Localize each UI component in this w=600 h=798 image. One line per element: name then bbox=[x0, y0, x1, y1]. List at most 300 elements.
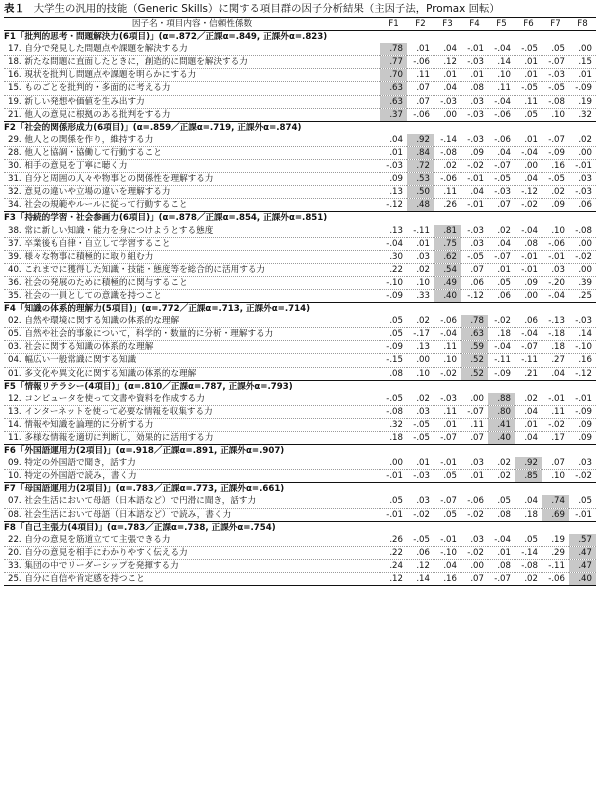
table-row bbox=[4, 315, 596, 328]
loading-cell-f4: -.03 bbox=[461, 56, 488, 69]
table-row bbox=[4, 393, 596, 406]
item-label: 36. 社会の発展のために積極的に関与すること bbox=[4, 276, 380, 289]
loading-cell-f8: -.01 bbox=[569, 160, 596, 173]
loading-cell-f2: .33 bbox=[407, 289, 434, 302]
item-label: 40. これまでに獲得した知識・技能・態度等を総合的に活用する力 bbox=[4, 263, 380, 276]
loading-cell-f7: .69 bbox=[542, 508, 569, 521]
loading-cell-f7: -.08 bbox=[542, 95, 569, 108]
loading-cell-f8: .00 bbox=[569, 263, 596, 276]
loading-cell-f7: .10 bbox=[542, 225, 569, 238]
loading-cell-f4: -.02 bbox=[461, 508, 488, 521]
loading-cell-f5: -.06 bbox=[488, 108, 515, 121]
loading-cell-f1: .63 bbox=[380, 95, 407, 108]
loading-cell-f2: .92 bbox=[407, 134, 434, 147]
loading-cell-f7: .17 bbox=[542, 432, 569, 445]
loading-cell-f8: -.01 bbox=[569, 508, 596, 521]
loading-cell-f5: -.07 bbox=[488, 160, 515, 173]
loading-cell-f3: .00 bbox=[434, 108, 461, 121]
loading-cell-f4: -.03 bbox=[461, 225, 488, 238]
loading-cell-f6: -.05 bbox=[515, 82, 542, 95]
factor-heading-row bbox=[4, 31, 596, 44]
loading-cell-f7: .10 bbox=[542, 108, 569, 121]
loading-cell-f8: .00 bbox=[569, 237, 596, 250]
loading-cell-f2: .48 bbox=[407, 199, 434, 212]
loading-cell-f6: .05 bbox=[515, 108, 542, 121]
loading-cell-f7: .29 bbox=[542, 546, 569, 559]
loading-cell-f1: .32 bbox=[380, 418, 407, 431]
loading-cell-f6: .92 bbox=[515, 457, 542, 470]
table-row bbox=[4, 69, 596, 82]
loading-cell-f3: -.08 bbox=[434, 146, 461, 159]
factor-heading: F3「持続的学習・社会参画力(6項目)」(α=.878／正課α=.854, 正課外α=.851) bbox=[4, 213, 328, 224]
item-label: 10. 特定の外国語で読み，書く力 bbox=[4, 470, 380, 483]
loading-cell-f4: -.03 bbox=[461, 134, 488, 147]
table-row bbox=[4, 173, 596, 186]
loading-cell-f6: .85 bbox=[515, 470, 542, 483]
factor-heading-row bbox=[4, 483, 596, 496]
loading-cell-f7: -.05 bbox=[542, 173, 569, 186]
loading-cell-f8: -.01 bbox=[569, 393, 596, 406]
item-label: 13. インターネットを使って必要な情報を収集する力 bbox=[4, 405, 380, 418]
loading-cell-f3: .16 bbox=[434, 573, 461, 586]
table-number: 表１ bbox=[4, 3, 25, 15]
loading-cell-f3: -.07 bbox=[434, 495, 461, 508]
loading-cell-f8: -.03 bbox=[569, 315, 596, 328]
loading-cell-f3: -.07 bbox=[434, 432, 461, 445]
loading-cell-f6: -.01 bbox=[515, 263, 542, 276]
header-f1: F1 bbox=[380, 18, 407, 31]
item-label: 22. 自分の意見を筋道立てて主張できる力 bbox=[4, 534, 380, 547]
loading-cell-f4: .00 bbox=[461, 393, 488, 406]
loading-cell-f6: .04 bbox=[515, 495, 542, 508]
loading-cell-f6: .08 bbox=[515, 237, 542, 250]
loading-cell-f1: .63 bbox=[380, 82, 407, 95]
loading-cell-f5: .10 bbox=[488, 69, 515, 82]
loading-cell-f6: -.12 bbox=[515, 186, 542, 199]
loading-cell-f5: -.09 bbox=[488, 367, 515, 380]
factor-heading: F5「情報リテラシー(4項目)」(α=.810／正課α=.787, 正課外α=.793) bbox=[4, 381, 293, 392]
loading-cell-f5: -.02 bbox=[488, 315, 515, 328]
table-row bbox=[4, 56, 596, 69]
table-row bbox=[4, 546, 596, 559]
table-row bbox=[4, 495, 596, 508]
loading-cell-f3: .05 bbox=[434, 470, 461, 483]
factor-heading-row bbox=[4, 521, 596, 534]
item-label: 35. 社会の一員としての意識を持つこと bbox=[4, 289, 380, 302]
loading-cell-f4: .01 bbox=[461, 69, 488, 82]
loading-cell-f8: -.12 bbox=[569, 367, 596, 380]
loading-cell-f7: -.04 bbox=[542, 289, 569, 302]
table-row bbox=[4, 199, 596, 212]
loading-cell-f2: .02 bbox=[407, 315, 434, 328]
loading-cell-f2: -.06 bbox=[407, 56, 434, 69]
item-label: 38. 常に新しい知識・能力を身につけようとする態度 bbox=[4, 225, 380, 238]
loading-cell-f4: -.01 bbox=[461, 173, 488, 186]
loading-cell-f7: .18 bbox=[542, 341, 569, 354]
loading-cell-f3: -.03 bbox=[434, 95, 461, 108]
header-f6: F6 bbox=[515, 18, 542, 31]
factor-heading: F6「外国語運用力(2項目)」(α=.918／正課α=.891, 正課外α=.907) bbox=[4, 446, 285, 457]
loading-cell-f7: .02 bbox=[542, 186, 569, 199]
loading-cell-f4: .07 bbox=[461, 432, 488, 445]
loading-cell-f2: -.02 bbox=[407, 508, 434, 521]
loading-cell-f3: .01 bbox=[434, 418, 461, 431]
header-f2: F2 bbox=[407, 18, 434, 31]
loading-cell-f5: .01 bbox=[488, 263, 515, 276]
loading-cell-f4: .52 bbox=[461, 367, 488, 380]
table-row bbox=[4, 328, 596, 341]
loading-cell-f7: .27 bbox=[542, 354, 569, 367]
header-f8: F8 bbox=[569, 18, 596, 31]
table-row bbox=[4, 354, 596, 367]
loading-cell-f3: -.14 bbox=[434, 134, 461, 147]
loading-cell-f5: .04 bbox=[488, 146, 515, 159]
page bbox=[4, 0, 596, 586]
table-row bbox=[4, 108, 596, 121]
loading-cell-f6: .00 bbox=[515, 160, 542, 173]
loading-cell-f6: .02 bbox=[515, 393, 542, 406]
loading-cell-f4: .00 bbox=[461, 559, 488, 572]
item-label: 11. 多様な情報を適切に判断し，効果的に活用する力 bbox=[4, 432, 380, 445]
loading-cell-f4: .01 bbox=[461, 470, 488, 483]
loading-cell-f6: -.08 bbox=[515, 559, 542, 572]
loading-cell-f1: .18 bbox=[380, 432, 407, 445]
item-label: 34. 社会の規範やルールに従って行動すること bbox=[4, 199, 380, 212]
table-title: 大学生の汎用的技能（Generic Skills）に関する項目群の因子分析結果（主因子法，Promax 回転） bbox=[33, 3, 500, 15]
loading-cell-f3: -.06 bbox=[434, 315, 461, 328]
loading-cell-f3: -.01 bbox=[434, 534, 461, 547]
table-row bbox=[4, 95, 596, 108]
loading-cell-f5: .41 bbox=[488, 418, 515, 431]
loading-cell-f5: .02 bbox=[488, 225, 515, 238]
loading-cell-f5: -.04 bbox=[488, 95, 515, 108]
loading-cell-f1: -.04 bbox=[380, 237, 407, 250]
loading-cell-f2: .14 bbox=[407, 573, 434, 586]
table-row bbox=[4, 341, 596, 354]
loading-cell-f3: .04 bbox=[434, 43, 461, 56]
loading-cell-f3: .54 bbox=[434, 263, 461, 276]
loading-cell-f7: -.06 bbox=[542, 573, 569, 586]
loading-cell-f3: .81 bbox=[434, 225, 461, 238]
loading-cell-f4: .03 bbox=[461, 237, 488, 250]
loading-cell-f4: -.02 bbox=[461, 160, 488, 173]
loading-cell-f5: .08 bbox=[488, 508, 515, 521]
loading-cell-f8: .02 bbox=[569, 134, 596, 147]
loading-cell-f7: -.03 bbox=[542, 69, 569, 82]
loading-cell-f1: .00 bbox=[380, 457, 407, 470]
header-f5: F5 bbox=[488, 18, 515, 31]
loading-cell-f4: .07 bbox=[461, 263, 488, 276]
loading-cell-f7: .07 bbox=[542, 457, 569, 470]
table-row bbox=[4, 367, 596, 380]
loading-cell-f3: .02 bbox=[434, 160, 461, 173]
factor-analysis-table bbox=[4, 17, 596, 586]
loading-cell-f5: .01 bbox=[488, 546, 515, 559]
loading-cell-f8: .32 bbox=[569, 108, 596, 121]
loading-cell-f6: .21 bbox=[515, 367, 542, 380]
loading-cell-f6: .04 bbox=[515, 173, 542, 186]
loading-cell-f7: .04 bbox=[542, 367, 569, 380]
loading-cell-f1: -.12 bbox=[380, 199, 407, 212]
loading-cell-f2: .84 bbox=[407, 146, 434, 159]
loading-cell-f2: .53 bbox=[407, 173, 434, 186]
loading-cell-f8: .40 bbox=[569, 573, 596, 586]
loading-cell-f2: .06 bbox=[407, 546, 434, 559]
loading-cell-f1: .70 bbox=[380, 69, 407, 82]
loading-cell-f5: .88 bbox=[488, 393, 515, 406]
loading-cell-f6: -.04 bbox=[515, 328, 542, 341]
loading-cell-f2: .13 bbox=[407, 341, 434, 354]
loading-cell-f3: .04 bbox=[434, 559, 461, 572]
loading-cell-f5: -.06 bbox=[488, 134, 515, 147]
table-row bbox=[4, 457, 596, 470]
table-row bbox=[4, 250, 596, 263]
loading-cell-f5: -.04 bbox=[488, 534, 515, 547]
loading-cell-f4: -.02 bbox=[461, 546, 488, 559]
loading-cell-f7: .16 bbox=[542, 160, 569, 173]
loading-cell-f3: -.01 bbox=[434, 457, 461, 470]
loading-cell-f6: .06 bbox=[515, 315, 542, 328]
header-row bbox=[4, 18, 596, 31]
loading-cell-f3: .05 bbox=[434, 508, 461, 521]
item-label: 28. 他人と協調・協働して行動すること bbox=[4, 146, 380, 159]
loading-cell-f4: .63 bbox=[461, 328, 488, 341]
item-label: 33. 集団の中でリーダーシップを発揮する力 bbox=[4, 559, 380, 572]
item-label: 09. 特定の外国語で聞き，話す力 bbox=[4, 457, 380, 470]
loading-cell-f1: .05 bbox=[380, 315, 407, 328]
loading-cell-f8: .00 bbox=[569, 43, 596, 56]
item-label: 01. 多文化や異文化に関する知識の体系的な理解 bbox=[4, 367, 380, 380]
loading-cell-f7: -.07 bbox=[542, 134, 569, 147]
loading-cell-f4: .03 bbox=[461, 534, 488, 547]
loading-cell-f8: .15 bbox=[569, 56, 596, 69]
loading-cell-f6: -.01 bbox=[515, 250, 542, 263]
loading-cell-f1: -.08 bbox=[380, 405, 407, 418]
loading-cell-f8: .16 bbox=[569, 354, 596, 367]
item-label: 25. 自分に自信や肯定感を持つこと bbox=[4, 573, 380, 586]
loading-cell-f5: .02 bbox=[488, 457, 515, 470]
loading-cell-f3: .01 bbox=[434, 69, 461, 82]
loading-cell-f5: -.07 bbox=[488, 250, 515, 263]
loading-cell-f1: .08 bbox=[380, 367, 407, 380]
item-label: 05. 自然や社会的事象について，科学的・数量的に分析・理解する力 bbox=[4, 328, 380, 341]
loading-cell-f4: .06 bbox=[461, 276, 488, 289]
loading-cell-f6: .00 bbox=[515, 289, 542, 302]
loading-cell-f4: .03 bbox=[461, 457, 488, 470]
item-label: 32. 意見の違いや立場の違いを理解する力 bbox=[4, 186, 380, 199]
loading-cell-f4: .08 bbox=[461, 82, 488, 95]
loading-cell-f4: -.05 bbox=[461, 250, 488, 263]
factor-heading: F7「母国語運用力(2項目)」(α=.783／正課α=.773, 正課外α=.661) bbox=[4, 484, 285, 495]
table-row bbox=[4, 418, 596, 431]
factor-heading-row bbox=[4, 380, 596, 393]
loading-cell-f6: -.02 bbox=[515, 199, 542, 212]
loading-cell-f2: .01 bbox=[407, 457, 434, 470]
table-row bbox=[4, 43, 596, 56]
loading-cell-f7: .03 bbox=[542, 263, 569, 276]
loading-cell-f8: .47 bbox=[569, 546, 596, 559]
loading-cell-f8: .09 bbox=[569, 418, 596, 431]
item-label: 17. 自分で発見した問題点や課題を解決する力 bbox=[4, 43, 380, 56]
loading-cell-f7: .09 bbox=[542, 199, 569, 212]
loading-cell-f7: -.05 bbox=[542, 82, 569, 95]
loading-cell-f3: .11 bbox=[434, 341, 461, 354]
loading-cell-f1: -.10 bbox=[380, 276, 407, 289]
loading-cell-f8: .39 bbox=[569, 276, 596, 289]
loading-cell-f5: .06 bbox=[488, 289, 515, 302]
loading-cell-f1: .04 bbox=[380, 134, 407, 147]
table-row bbox=[4, 508, 596, 521]
loading-cell-f6: -.14 bbox=[515, 546, 542, 559]
table-row bbox=[4, 186, 596, 199]
loading-cell-f8: .06 bbox=[569, 199, 596, 212]
loading-cell-f3: -.04 bbox=[434, 328, 461, 341]
loading-cell-f7: .74 bbox=[542, 495, 569, 508]
loading-cell-f2: .01 bbox=[407, 43, 434, 56]
loading-cell-f4: .78 bbox=[461, 315, 488, 328]
table-row bbox=[4, 160, 596, 173]
item-label: 02. 自然や環境に関する知識の体系的な理解 bbox=[4, 315, 380, 328]
loading-cell-f8: .01 bbox=[569, 69, 596, 82]
loading-cell-f3: .12 bbox=[434, 56, 461, 69]
loading-cell-f5: .05 bbox=[488, 276, 515, 289]
loading-cell-f5: .04 bbox=[488, 237, 515, 250]
loading-cell-f1: .09 bbox=[380, 173, 407, 186]
loading-cell-f2: .10 bbox=[407, 367, 434, 380]
item-label: 08. 社会生活において母語（日本語など）で読み，書く力 bbox=[4, 508, 380, 521]
table-row bbox=[4, 146, 596, 159]
loading-cell-f5: .18 bbox=[488, 328, 515, 341]
loading-cell-f8: .00 bbox=[569, 146, 596, 159]
loading-cell-f1: .22 bbox=[380, 546, 407, 559]
loading-cell-f3: .26 bbox=[434, 199, 461, 212]
table-body bbox=[4, 31, 596, 586]
loading-cell-f1: .24 bbox=[380, 559, 407, 572]
item-label: 07. 社会生活において母語（日本語など）で円滑に聞き，話す力 bbox=[4, 495, 380, 508]
loading-cell-f1: .22 bbox=[380, 263, 407, 276]
item-label: 18. 新たな問題に直面したときに，創造的に問題を解決する力 bbox=[4, 56, 380, 69]
loading-cell-f7: -.07 bbox=[542, 56, 569, 69]
loading-cell-f5: .07 bbox=[488, 199, 515, 212]
loading-cell-f7: -.13 bbox=[542, 315, 569, 328]
header-f3: F3 bbox=[434, 18, 461, 31]
loading-cell-f1: -.09 bbox=[380, 341, 407, 354]
loading-cell-f2: -.05 bbox=[407, 534, 434, 547]
loading-cell-f1: -.05 bbox=[380, 393, 407, 406]
loading-cell-f8: -.09 bbox=[569, 82, 596, 95]
loading-cell-f7: -.18 bbox=[542, 328, 569, 341]
loading-cell-f1: .05 bbox=[380, 328, 407, 341]
loading-cell-f1: .13 bbox=[380, 225, 407, 238]
loading-cell-f1: -.09 bbox=[380, 289, 407, 302]
loading-cell-f6: .09 bbox=[515, 276, 542, 289]
loading-cell-f5: .05 bbox=[488, 495, 515, 508]
loading-cell-f1: .05 bbox=[380, 495, 407, 508]
loading-cell-f6: -.04 bbox=[515, 225, 542, 238]
loading-cell-f6: .18 bbox=[515, 508, 542, 521]
loading-cell-f3: .10 bbox=[434, 354, 461, 367]
table-caption bbox=[4, 0, 596, 17]
factor-heading: F4「知識の体系的理解力(5項目)」(α=.772／正課α=.713, 正課外α=.714) bbox=[4, 304, 311, 315]
item-label: 16. 現状を批判し問題点や課題を明らかにする力 bbox=[4, 69, 380, 82]
loading-cell-f6: .04 bbox=[515, 405, 542, 418]
loading-cell-f3: -.03 bbox=[434, 393, 461, 406]
loading-cell-f1: -.03 bbox=[380, 160, 407, 173]
loading-cell-f7: -.06 bbox=[542, 237, 569, 250]
loading-cell-f5: .14 bbox=[488, 56, 515, 69]
loading-cell-f8: -.02 bbox=[569, 470, 596, 483]
loading-cell-f3: .62 bbox=[434, 250, 461, 263]
loading-cell-f7: .11 bbox=[542, 405, 569, 418]
header-f7: F7 bbox=[542, 18, 569, 31]
factor-heading-row bbox=[4, 303, 596, 316]
loading-cell-f8: .25 bbox=[569, 289, 596, 302]
loading-cell-f2: .07 bbox=[407, 82, 434, 95]
table-row bbox=[4, 134, 596, 147]
loading-cell-f2: .50 bbox=[407, 186, 434, 199]
loading-cell-f2: .10 bbox=[407, 276, 434, 289]
item-label: 15. ものごとを批判的・多面的に考える力 bbox=[4, 82, 380, 95]
table-row bbox=[4, 534, 596, 547]
loading-cell-f1: .77 bbox=[380, 56, 407, 69]
item-label: 19. 新しい発想や価値を生み出す力 bbox=[4, 95, 380, 108]
loading-cell-f2: .12 bbox=[407, 559, 434, 572]
loading-cell-f4: .09 bbox=[461, 146, 488, 159]
loading-cell-f8: .03 bbox=[569, 173, 596, 186]
loading-cell-f7: -.01 bbox=[542, 393, 569, 406]
loading-cell-f7: -.11 bbox=[542, 559, 569, 572]
loading-cell-f4: -.12 bbox=[461, 289, 488, 302]
loading-cell-f1: .13 bbox=[380, 186, 407, 199]
item-label: 37. 卒業後も自律・自立して学習すること bbox=[4, 237, 380, 250]
loading-cell-f8: -.08 bbox=[569, 225, 596, 238]
table-row bbox=[4, 237, 596, 250]
table-row bbox=[4, 289, 596, 302]
loading-cell-f8: -.09 bbox=[569, 405, 596, 418]
loading-cell-f5: -.07 bbox=[488, 573, 515, 586]
loading-cell-f2: .01 bbox=[407, 237, 434, 250]
loading-cell-f8: .47 bbox=[569, 559, 596, 572]
loading-cell-f6: .11 bbox=[515, 95, 542, 108]
header-label: 因子名・項目内容・信頼性係数 bbox=[4, 18, 380, 31]
item-label: 39. 様々な物事に積極的に取り組む力 bbox=[4, 250, 380, 263]
loading-cell-f4: .03 bbox=[461, 95, 488, 108]
item-label: 12. コンピュータを使って文書や資料を作成する力 bbox=[4, 393, 380, 406]
loading-cell-f2: .03 bbox=[407, 405, 434, 418]
loading-cell-f1: -.01 bbox=[380, 470, 407, 483]
loading-cell-f6: .01 bbox=[515, 56, 542, 69]
loading-cell-f7: -.09 bbox=[542, 146, 569, 159]
loading-cell-f6: -.04 bbox=[515, 146, 542, 159]
table-row bbox=[4, 470, 596, 483]
loading-cell-f2: .03 bbox=[407, 250, 434, 263]
table-row bbox=[4, 559, 596, 572]
factor-heading-row bbox=[4, 212, 596, 225]
table-row bbox=[4, 276, 596, 289]
header-f4: F4 bbox=[461, 18, 488, 31]
factor-heading: F2「社会的関係形成力(6項目)」(α=.859／正課α=.719, 正課外α=.874) bbox=[4, 122, 302, 133]
loading-cell-f5: -.03 bbox=[488, 186, 515, 199]
loading-cell-f8: -.03 bbox=[569, 186, 596, 199]
loading-cell-f1: .78 bbox=[380, 43, 407, 56]
loading-cell-f1: .37 bbox=[380, 108, 407, 121]
loading-cell-f4: -.07 bbox=[461, 405, 488, 418]
loading-cell-f5: -.04 bbox=[488, 43, 515, 56]
loading-cell-f6: .01 bbox=[515, 134, 542, 147]
loading-cell-f7: -.01 bbox=[542, 250, 569, 263]
loading-cell-f2: .02 bbox=[407, 263, 434, 276]
table-row bbox=[4, 405, 596, 418]
